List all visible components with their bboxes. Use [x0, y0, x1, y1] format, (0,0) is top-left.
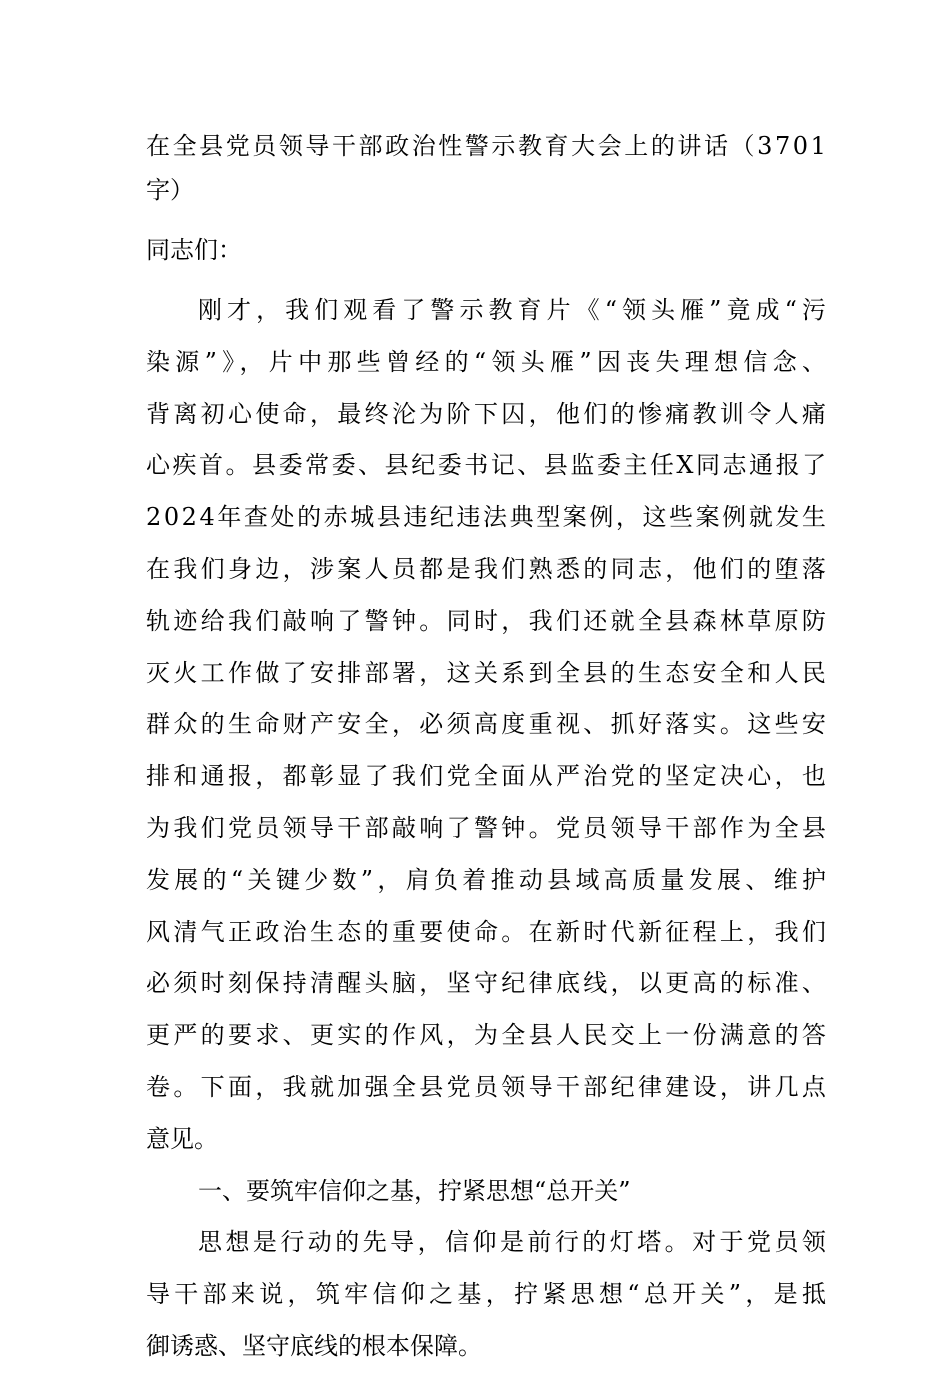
paragraph-line: 刚才，我们观看了警示教育片《“领头雁”竟成“污	[198, 296, 831, 324]
paragraph-line: 灭火工作做了安排部署，这关系到全县的生态安全和人民	[146, 658, 830, 687]
paragraph-line: 思想是行动的先导，信仰是前行的灯塔。对于党员领	[198, 1228, 830, 1257]
greeting-text: 同志们：	[146, 236, 242, 264]
paragraph-line: 群众的生命财产安全，必须高度重视、抓好落实。这些安	[146, 710, 830, 739]
paragraph-line: 风清气正政治生态的重要使命。在新时代新征程上，我们	[146, 917, 830, 946]
paragraph-line: 卷。下面，我就加强全县党员领导干部纪律建设，讲几点	[146, 1072, 830, 1101]
paragraph-line: 染源”》，片中那些曾经的“领头雁”因丧失理想信念、	[146, 347, 832, 376]
paragraph-line: 背离初心使命，最终沦为阶下囚，他们的惨痛教训令人痛	[146, 399, 830, 428]
paragraph-line: 发展的“关键少数”，肩负着推动县域高质量发展、维护	[146, 865, 831, 894]
paragraph-line: 更严的要求、更实的作风，为全县人民交上一份满意的答	[146, 1021, 830, 1050]
paragraph-line: 心疾首。县委常委、县纪委书记、县监委主任X同志通报了	[146, 451, 829, 480]
paragraph-line: 导干部来说，筑牢信仰之基，拧紧思想“总开关”，是抵	[146, 1280, 831, 1309]
document-title	[146, 124, 829, 212]
paragraph-line: 御诱惑、坚守底线的根本保障。	[146, 1331, 482, 1360]
paragraph-line: 在我们身边，涉案人员都是我们熟悉的同志，他们的堕落	[146, 554, 830, 583]
section-heading: 一、要筑牢信仰之基，拧紧思想“总开关”	[198, 1176, 631, 1205]
greeting	[146, 228, 826, 272]
document-body	[146, 285, 832, 1373]
paragraph-line: 意见。	[146, 1124, 218, 1153]
paragraph-line: 必须时刻保持清醒头脑，坚守纪律底线，以更高的标准、	[146, 969, 830, 998]
paragraph-line: 轨迹给我们敲响了警钟。同时，我们还就全县森林草原防	[146, 606, 830, 635]
title-line: 在全县党员领导干部政治性警示教育大会上的讲话（3701	[146, 132, 829, 160]
title-line: 字）	[146, 176, 194, 204]
paragraph-line: 为我们党员领导干部敲响了警钟。党员领导干部作为全县	[146, 813, 830, 842]
paragraph-line: 2024年查处的赤城县违纪违法典型案例，这些案例就发生	[146, 503, 829, 532]
paragraph-line: 排和通报，都彰显了我们党全面从严治党的坚定决心，也	[146, 762, 830, 791]
